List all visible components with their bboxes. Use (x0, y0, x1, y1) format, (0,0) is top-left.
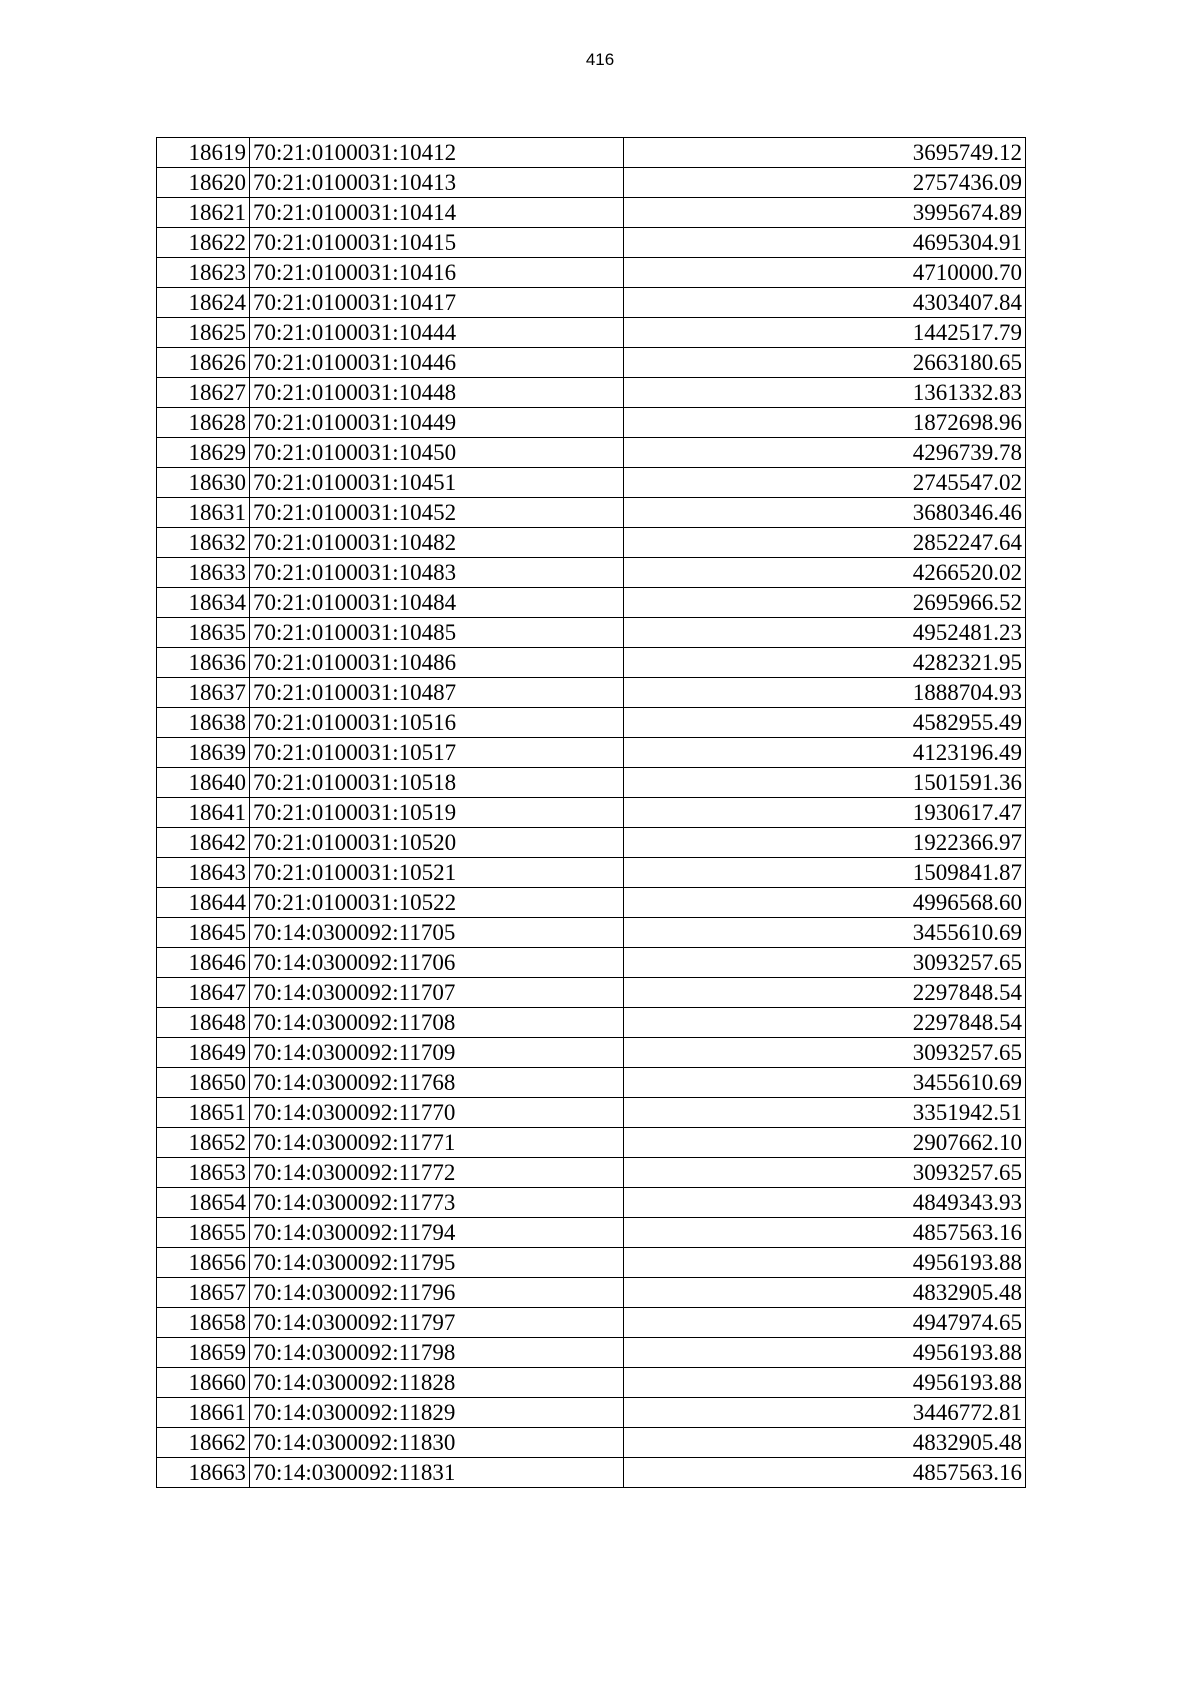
cadastral-value-cell: 1872698.96 (624, 408, 1026, 438)
table-row (157, 678, 1026, 708)
cadastral-value-cell: 3695749.12 (624, 138, 1026, 168)
cadastral-number-cell: 70:14:0300092:11829 (250, 1398, 624, 1428)
row-number-cell: 18633 (157, 558, 250, 588)
cadastral-value-cell: 2745547.02 (624, 468, 1026, 498)
table-row (157, 858, 1026, 888)
cadastral-number-cell: 70:21:0100031:10484 (250, 588, 624, 618)
row-number-cell: 18639 (157, 738, 250, 768)
table-row (157, 1158, 1026, 1188)
row-number-cell: 18643 (157, 858, 250, 888)
table-row (157, 798, 1026, 828)
cadastral-number-cell: 70:14:0300092:11795 (250, 1248, 624, 1278)
table-row (157, 1098, 1026, 1128)
cadastral-number-cell: 70:21:0100031:10486 (250, 648, 624, 678)
row-number-cell: 18638 (157, 708, 250, 738)
cadastral-value-cell: 4832905.48 (624, 1428, 1026, 1458)
cadastral-number-cell: 70:21:0100031:10517 (250, 738, 624, 768)
table-body (157, 138, 1026, 1488)
cadastral-value-cell: 4996568.60 (624, 888, 1026, 918)
cadastral-number-cell: 70:14:0300092:11770 (250, 1098, 624, 1128)
row-number-cell: 18642 (157, 828, 250, 858)
cadastral-value-cell: 4956193.88 (624, 1338, 1026, 1368)
cadastral-value-cell: 3093257.65 (624, 948, 1026, 978)
table-row (157, 1128, 1026, 1158)
row-number-cell: 18627 (157, 378, 250, 408)
cadastral-number-cell: 70:14:0300092:11707 (250, 978, 624, 1008)
row-number-cell: 18628 (157, 408, 250, 438)
row-number-cell: 18653 (157, 1158, 250, 1188)
table-row (157, 1068, 1026, 1098)
table-row (157, 228, 1026, 258)
row-number-cell: 18645 (157, 918, 250, 948)
cadastral-number-cell: 70:21:0100031:10485 (250, 618, 624, 648)
row-number-cell: 18624 (157, 288, 250, 318)
row-number-cell: 18641 (157, 798, 250, 828)
cadastral-value-cell: 4956193.88 (624, 1368, 1026, 1398)
cadastral-number-cell: 70:14:0300092:11831 (250, 1458, 624, 1488)
table-row (157, 1038, 1026, 1068)
row-number-cell: 18629 (157, 438, 250, 468)
table-row (157, 378, 1026, 408)
table-row (157, 828, 1026, 858)
cadastral-number-cell: 70:14:0300092:11773 (250, 1188, 624, 1218)
table-row (157, 648, 1026, 678)
cadastral-number-cell: 70:21:0100031:10522 (250, 888, 624, 918)
cadastral-value-cell: 4956193.88 (624, 1248, 1026, 1278)
cadastral-number-cell: 70:21:0100031:10415 (250, 228, 624, 258)
cadastral-number-cell: 70:21:0100031:10444 (250, 318, 624, 348)
cadastral-value-table (156, 137, 1026, 1488)
cadastral-value-cell: 3455610.69 (624, 918, 1026, 948)
cadastral-value-cell: 4849343.93 (624, 1188, 1026, 1218)
cadastral-number-cell: 70:21:0100031:10487 (250, 678, 624, 708)
table-row (157, 198, 1026, 228)
table-row (157, 708, 1026, 738)
cadastral-number-cell: 70:14:0300092:11830 (250, 1428, 624, 1458)
table-row (157, 1218, 1026, 1248)
cadastral-number-cell: 70:14:0300092:11794 (250, 1218, 624, 1248)
table-row (157, 1428, 1026, 1458)
row-number-cell: 18631 (157, 498, 250, 528)
cadastral-value-cell: 3093257.65 (624, 1038, 1026, 1068)
row-number-cell: 18660 (157, 1368, 250, 1398)
row-number-cell: 18619 (157, 138, 250, 168)
table-row (157, 138, 1026, 168)
table-row (157, 618, 1026, 648)
row-number-cell: 18647 (157, 978, 250, 1008)
cadastral-value-cell: 4582955.49 (624, 708, 1026, 738)
row-number-cell: 18621 (157, 198, 250, 228)
cadastral-value-cell: 4266520.02 (624, 558, 1026, 588)
table-row (157, 918, 1026, 948)
row-number-cell: 18634 (157, 588, 250, 618)
row-number-cell: 18658 (157, 1308, 250, 1338)
cadastral-number-cell: 70:21:0100031:10446 (250, 348, 624, 378)
cadastral-value-cell: 2907662.10 (624, 1128, 1026, 1158)
cadastral-number-cell: 70:14:0300092:11768 (250, 1068, 624, 1098)
table-row (157, 948, 1026, 978)
cadastral-value-cell: 2852247.64 (624, 528, 1026, 558)
table-row (157, 528, 1026, 558)
cadastral-value-cell: 4832905.48 (624, 1278, 1026, 1308)
cadastral-number-cell: 70:21:0100031:10451 (250, 468, 624, 498)
table-row (157, 438, 1026, 468)
row-number-cell: 18663 (157, 1458, 250, 1488)
cadastral-value-cell: 2757436.09 (624, 168, 1026, 198)
cadastral-number-cell: 70:21:0100031:10482 (250, 528, 624, 558)
cadastral-number-cell: 70:21:0100031:10520 (250, 828, 624, 858)
cadastral-value-cell: 4303407.84 (624, 288, 1026, 318)
table-row (157, 258, 1026, 288)
cadastral-value-cell: 1930617.47 (624, 798, 1026, 828)
cadastral-number-cell: 70:14:0300092:11798 (250, 1338, 624, 1368)
table-row (157, 318, 1026, 348)
cadastral-value-cell: 4710000.70 (624, 258, 1026, 288)
table-row (157, 348, 1026, 378)
cadastral-number-cell: 70:21:0100031:10516 (250, 708, 624, 738)
cadastral-value-cell: 4952481.23 (624, 618, 1026, 648)
cadastral-value-cell: 4123196.49 (624, 738, 1026, 768)
cadastral-number-cell: 70:21:0100031:10413 (250, 168, 624, 198)
table-row (157, 498, 1026, 528)
cadastral-value-cell: 1922366.97 (624, 828, 1026, 858)
row-number-cell: 18654 (157, 1188, 250, 1218)
table-row (157, 888, 1026, 918)
row-number-cell: 18652 (157, 1128, 250, 1158)
cadastral-number-cell: 70:21:0100031:10519 (250, 798, 624, 828)
row-number-cell: 18650 (157, 1068, 250, 1098)
row-number-cell: 18636 (157, 648, 250, 678)
row-number-cell: 18649 (157, 1038, 250, 1068)
table-row (157, 1188, 1026, 1218)
cadastral-number-cell: 70:14:0300092:11706 (250, 948, 624, 978)
cadastral-number-cell: 70:21:0100031:10417 (250, 288, 624, 318)
row-number-cell: 18651 (157, 1098, 250, 1128)
cadastral-number-cell: 70:21:0100031:10518 (250, 768, 624, 798)
cadastral-value-cell: 3446772.81 (624, 1398, 1026, 1428)
cadastral-value-cell: 3093257.65 (624, 1158, 1026, 1188)
table-row (157, 978, 1026, 1008)
table-row (157, 588, 1026, 618)
cadastral-value-cell: 4296739.78 (624, 438, 1026, 468)
table-row (157, 558, 1026, 588)
row-number-cell: 18657 (157, 1278, 250, 1308)
row-number-cell: 18659 (157, 1338, 250, 1368)
cadastral-value-cell: 4282321.95 (624, 648, 1026, 678)
row-number-cell: 18625 (157, 318, 250, 348)
cadastral-number-cell: 70:21:0100031:10452 (250, 498, 624, 528)
table-row (157, 1008, 1026, 1038)
row-number-cell: 18640 (157, 768, 250, 798)
table-row (157, 1368, 1026, 1398)
cadastral-value-cell: 1501591.36 (624, 768, 1026, 798)
row-number-cell: 18637 (157, 678, 250, 708)
row-number-cell: 18635 (157, 618, 250, 648)
row-number-cell: 18626 (157, 348, 250, 378)
cadastral-value-cell: 4857563.16 (624, 1218, 1026, 1248)
cadastral-number-cell: 70:21:0100031:10449 (250, 408, 624, 438)
row-number-cell: 18622 (157, 228, 250, 258)
cadastral-number-cell: 70:21:0100031:10450 (250, 438, 624, 468)
cadastral-value-cell: 3455610.69 (624, 1068, 1026, 1098)
row-number-cell: 18661 (157, 1398, 250, 1428)
cadastral-value-cell: 3680346.46 (624, 498, 1026, 528)
cadastral-value-cell: 1442517.79 (624, 318, 1026, 348)
cadastral-value-cell: 4695304.91 (624, 228, 1026, 258)
cadastral-value-cell: 2695966.52 (624, 588, 1026, 618)
cadastral-number-cell: 70:21:0100031:10414 (250, 198, 624, 228)
cadastral-value-cell: 4947974.65 (624, 1308, 1026, 1338)
cadastral-number-cell: 70:14:0300092:11708 (250, 1008, 624, 1038)
row-number-cell: 18656 (157, 1248, 250, 1278)
cadastral-number-cell: 70:14:0300092:11771 (250, 1128, 624, 1158)
row-number-cell: 18644 (157, 888, 250, 918)
cadastral-number-cell: 70:14:0300092:11796 (250, 1278, 624, 1308)
cadastral-value-cell: 2297848.54 (624, 1008, 1026, 1038)
cadastral-number-cell: 70:21:0100031:10416 (250, 258, 624, 288)
row-number-cell: 18646 (157, 948, 250, 978)
cadastral-value-cell: 3351942.51 (624, 1098, 1026, 1128)
cadastral-value-cell: 2663180.65 (624, 348, 1026, 378)
cadastral-number-cell: 70:14:0300092:11709 (250, 1038, 624, 1068)
cadastral-value-cell: 1888704.93 (624, 678, 1026, 708)
cadastral-number-cell: 70:14:0300092:11705 (250, 918, 624, 948)
cadastral-value-cell: 1361332.83 (624, 378, 1026, 408)
page-number: 416 (585, 50, 615, 69)
row-number-cell: 18623 (157, 258, 250, 288)
cadastral-number-cell: 70:21:0100031:10448 (250, 378, 624, 408)
cadastral-number-cell: 70:21:0100031:10412 (250, 138, 624, 168)
table-row (157, 768, 1026, 798)
table-row (157, 1278, 1026, 1308)
cadastral-number-cell: 70:14:0300092:11772 (250, 1158, 624, 1188)
table-row (157, 1308, 1026, 1338)
table-row (157, 1398, 1026, 1428)
row-number-cell: 18620 (157, 168, 250, 198)
table-row (157, 288, 1026, 318)
cadastral-number-cell: 70:14:0300092:11797 (250, 1308, 624, 1338)
table-row (157, 408, 1026, 438)
table-row (157, 1458, 1026, 1488)
cadastral-value-cell: 2297848.54 (624, 978, 1026, 1008)
cadastral-value-cell: 4857563.16 (624, 1458, 1026, 1488)
table-row (157, 1338, 1026, 1368)
table-row (157, 738, 1026, 768)
cadastral-value-cell: 1509841.87 (624, 858, 1026, 888)
row-number-cell: 18655 (157, 1218, 250, 1248)
cadastral-value-cell: 3995674.89 (624, 198, 1026, 228)
row-number-cell: 18632 (157, 528, 250, 558)
cadastral-number-cell: 70:21:0100031:10483 (250, 558, 624, 588)
cadastral-number-cell: 70:14:0300092:11828 (250, 1368, 624, 1398)
row-number-cell: 18648 (157, 1008, 250, 1038)
table-row (157, 168, 1026, 198)
row-number-cell: 18662 (157, 1428, 250, 1458)
table-row (157, 1248, 1026, 1278)
row-number-cell: 18630 (157, 468, 250, 498)
cadastral-number-cell: 70:21:0100031:10521 (250, 858, 624, 888)
table-row (157, 468, 1026, 498)
